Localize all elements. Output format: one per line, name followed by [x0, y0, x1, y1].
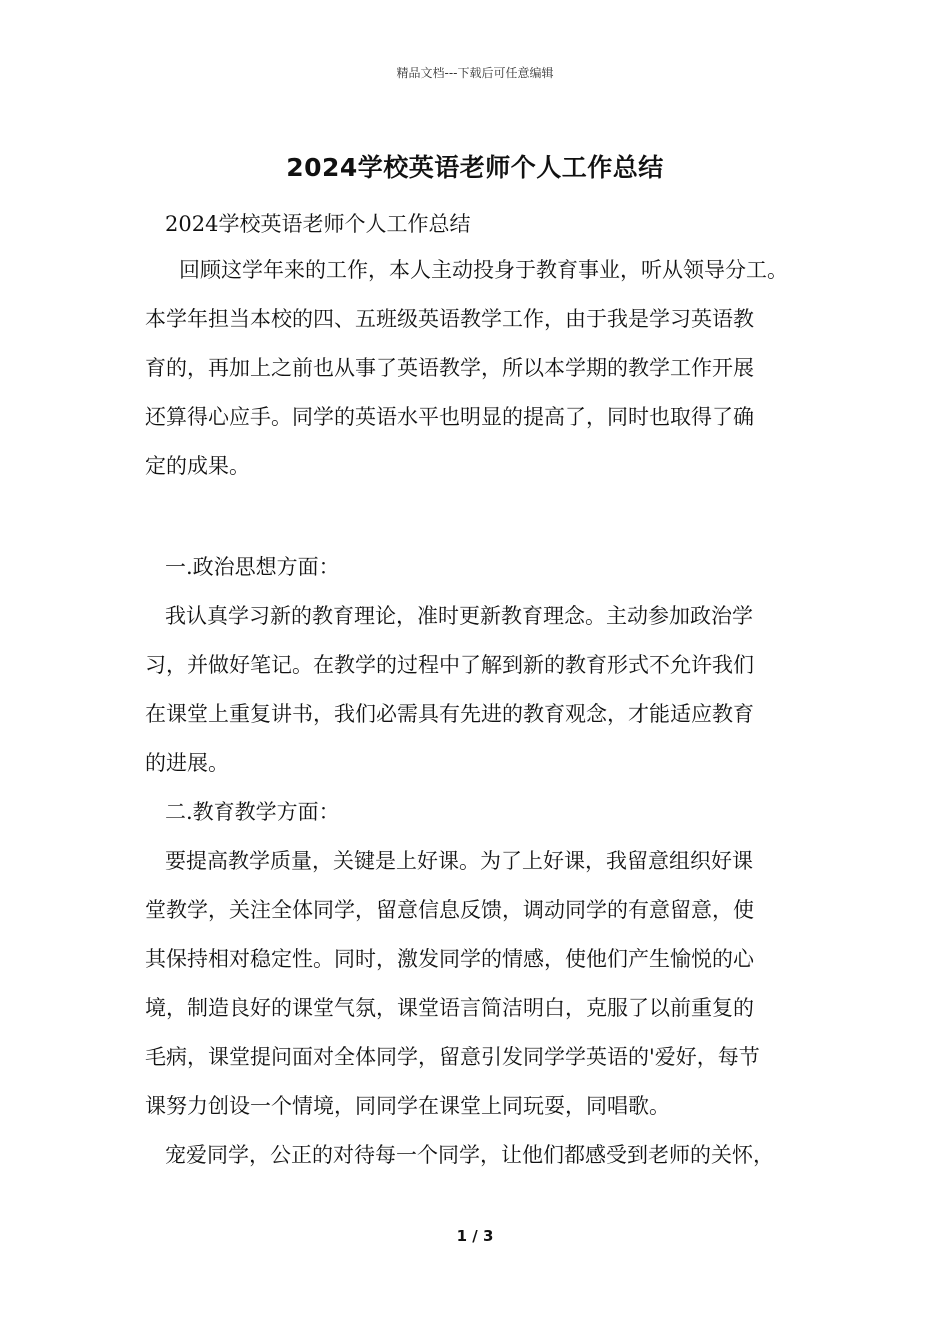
- document-subtitle: 2024学校英语老师个人工作总结: [165, 212, 471, 236]
- section-heading-teaching: 二.教育教学方面：: [165, 800, 340, 824]
- paragraph-line: 我认真学习新的教育理论，准时更新教育理念。主动参加政治学: [165, 604, 753, 628]
- paragraph-line: 还算得心应手。同学的英语水平也明显的提高了，同时也取得了确: [145, 405, 754, 429]
- paragraph-line: 其保持相对稳定性。同时，激发同学的情感，使他们产生愉悦的心: [145, 947, 754, 971]
- paragraph-politics: [145, 592, 825, 788]
- paragraph-line: 境，制造良好的课堂气氛，课堂语言简洁明白，克服了以前重复的: [145, 996, 754, 1020]
- paragraph-line: 要提高教学质量，关键是上好课。为了上好课，我留意组织好课: [165, 849, 753, 873]
- paragraph-intro: [145, 246, 825, 491]
- paragraph-line: 本学年担当本校的四、五班级英语教学工作，由于我是学习英语教: [145, 307, 754, 331]
- paragraph-line: 习，并做好笔记。在教学的过程中了解到新的教育形式不允许我们: [145, 653, 754, 677]
- paragraph-students: [145, 1131, 825, 1180]
- section-heading-politics: 一.政治思想方面：: [165, 555, 340, 579]
- page-header: 精品文档---下载后可任意编辑: [396, 66, 554, 80]
- paragraph-teaching: [145, 837, 825, 1131]
- paragraph-line: 课努力创设一个情境，同同学在课堂上同玩耍，同唱歌。: [145, 1094, 670, 1118]
- blank-line: [145, 491, 825, 543]
- paragraph-line: 在课堂上重复讲书，我们必需具有先进的教育观念，才能适应教育: [145, 702, 754, 726]
- paragraph-line: 宠爱同学，公正的对待每一个同学，让他们都感受到老师的关怀，: [165, 1143, 774, 1167]
- paragraph-line: 毛病，课堂提问面对全体同学，留意引发同学学英语的'爱好，每节: [145, 1045, 760, 1069]
- paragraph-line: 的进展。: [145, 751, 229, 775]
- paragraph-line: 堂教学，关注全体同学，留意信息反馈，调动同学的有意留意，使: [145, 898, 754, 922]
- document-body: [145, 202, 825, 1180]
- page-number: 1 / 3: [456, 1227, 494, 1245]
- paragraph-line: 育的，再加上之前也从事了英语教学，所以本学期的教学工作开展: [145, 356, 754, 380]
- paragraph-line: 回顾这学年来的工作，本人主动投身于教育事业，听从领导分工。: [179, 258, 788, 282]
- document-title: 2024学校英语老师个人工作总结: [286, 153, 664, 182]
- paragraph-line: 定的成果。: [145, 454, 250, 478]
